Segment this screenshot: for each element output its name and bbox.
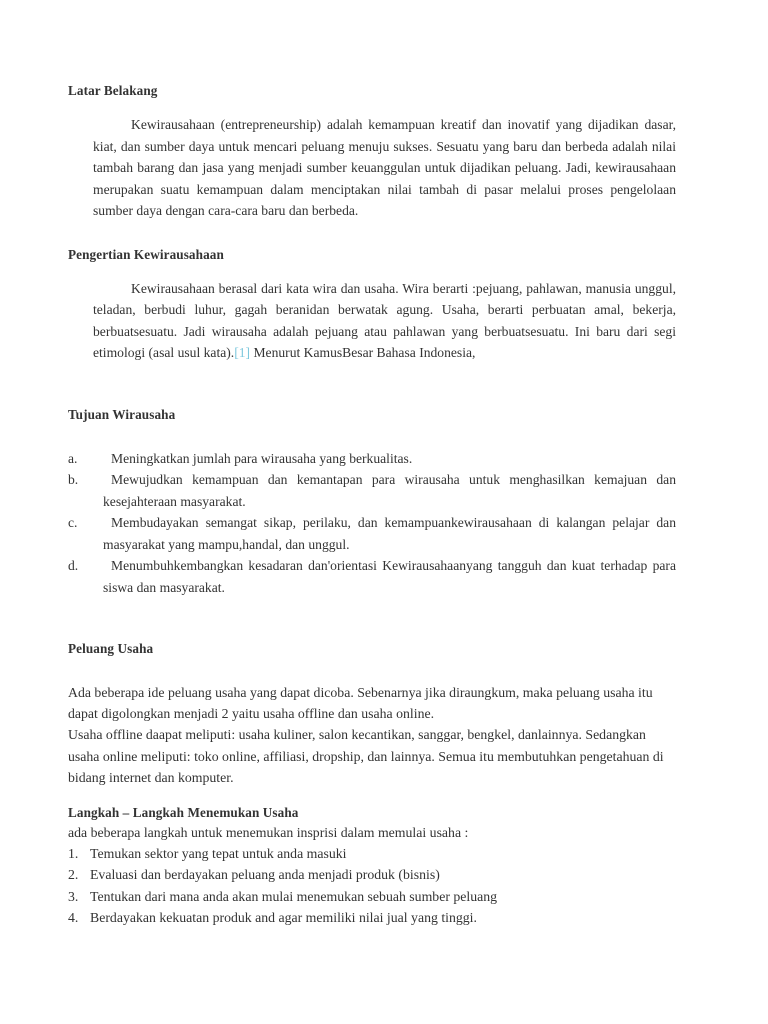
spacer [68, 264, 676, 278]
list-item-text: Meningkatkan jumlah para wirausaha yang berkualitas. [111, 450, 413, 466]
list-item [68, 864, 676, 885]
list-marker: 3. [68, 888, 79, 904]
list-item [68, 886, 676, 907]
list-item [68, 448, 676, 470]
paragraph-pengertian-part1: Kewirausahaan berasal dari kata wira dan usaha. Wira berarti :pejuang, pahlawan, manusia unggul, teladan, berbudi luhur, gagah beranidan berwatak agung. Usaha, berarti perbuatan amal, bekerja, berbuatsesuatu. Jadi wirausaha adalah pejuang atau pahlawan yang berbuatsesuatu. Ini baru dari segi etimologi (asal usul kata). [93, 280, 676, 360]
list-tujuan-wirausaha [68, 448, 676, 599]
list-item-text: Temukan sektor yang tepat untuk anda masuki [90, 846, 347, 862]
heading-pengertian-kewirausahaan: Pengertian Kewirausahaan [68, 246, 224, 262]
spacer [68, 424, 676, 448]
spacer [68, 788, 676, 804]
list-marker: c. [68, 515, 78, 530]
list-item-text: Tentukan dari mana anda akan mulai menemukan sebuah sumber peluang [90, 888, 498, 904]
paragraph-langkah-intro: ada beberapa langkah untuk menemukan insprisi dalam memulai usaha : [68, 825, 469, 841]
paragraph-peluang-usaha-1: Ada beberapa ide peluang usaha yang dapat dicoba. Sebenarnya jika diraungkum, maka peluang usaha itu dapat digolongkan menjadi 2 yaitu usaha offline dan usaha online. [68, 685, 653, 722]
heading-tujuan-wirausaha: Tujuan Wirausaha [68, 406, 176, 422]
paragraph-pengertian-part2: Menurut KamusBesar Bahasa Indonesia, [250, 345, 476, 360]
list-item [68, 512, 676, 555]
document-content [68, 82, 676, 928]
list-marker: 4. [68, 909, 79, 925]
list-item-text: Berdayakan kekuatan produk and agar memiliki nilai jual yang tinggi. [90, 909, 477, 925]
spacer [68, 364, 676, 406]
heading-latar-belakang: Latar Belakang [68, 83, 158, 98]
list-item [68, 469, 676, 512]
list-langkah-menemukan-usaha [68, 843, 676, 928]
list-marker: d. [68, 558, 79, 573]
list-item [68, 907, 676, 928]
spacer [68, 658, 676, 682]
list-item [68, 555, 676, 598]
citation-link-1[interactable]: [1] [234, 345, 251, 360]
paragraph-peluang-usaha-2: Usaha offline daapat meliputi: usaha kuliner, salon kecantikan, sanggar, bengkel, danlainnya. Sedangkan usaha online meliputi: toko online, affiliasi, dropship, dan lainnya. Semua itu membutuhkan pengetahuan di bidang internet dan komputer. [68, 727, 664, 785]
spacer [68, 598, 676, 640]
list-marker: b. [68, 472, 79, 487]
spacer [68, 100, 676, 114]
list-item-text: Membudayakan semangat sikap, perilaku, dan kemampuankewirausahaan di kalangan pelajar dan masyarakat yang mampu,handal, dan unggul. [103, 515, 676, 552]
heading-peluang-usaha: Peluang Usaha [68, 641, 154, 656]
paragraph-pengertian-kewirausahaan [93, 278, 676, 364]
spacer [68, 222, 676, 246]
list-item [68, 843, 676, 864]
list-marker: 1. [68, 846, 79, 862]
list-item-text: Mewujudkan kemampuan dan kemantapan para wirausaha untuk menghasilkan kemajuan dan kesejahteraan masyarakat. [103, 472, 676, 509]
heading-langkah-menemukan-usaha: Langkah – Langkah Menemukan Usaha [68, 805, 299, 821]
list-marker: a. [68, 450, 78, 466]
list-marker: 2. [68, 867, 79, 883]
list-item-text: Menumbuhkembangkan kesadaran dan'orientasi Kewirausahaanyang tangguh dan kuat terhadap para siswa dan masyarakat. [103, 558, 676, 595]
paragraph-latar-belakang: Kewirausahaan (entrepreneurship) adalah kemampuan kreatif dan inovatif yang dijadikan dasar, kiat, dan sumber daya untuk mencari peluang menuju sukses. Sesuatu yang baru dan berbeda adalah nilai tambah barang dan jasa yang menjadi sumber keuanggulan untuk dijadikan peluang. Jadi, kewirausahaan merupakan suatu kemampuan dalam menciptakan nilai tambah di pasar melalui proses pengelolaan sumber daya dengan cara-cara baru dan berbeda. [93, 117, 676, 218]
list-item-text: Evaluasi dan berdayakan peluang anda menjadi produk (bisnis) [90, 867, 440, 883]
